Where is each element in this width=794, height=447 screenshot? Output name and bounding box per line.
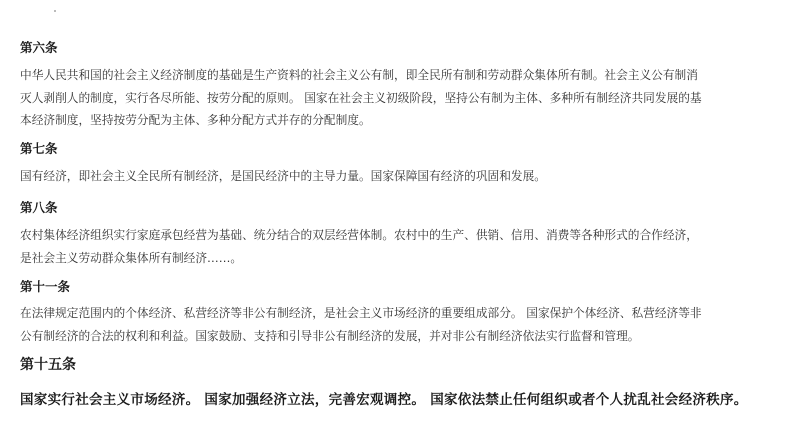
article-11-line-1: 在法律规定范围内的个体经济、私营经济等非公有制经济，是社会主义市场经济的重要组成部分。 国家保护个体经济、私营经济等非 <box>20 306 702 320</box>
article-11-title: 第十一条 <box>20 279 71 294</box>
article-7-line-1: 国有经济，即社会主义全民所有制经济，是国民经济中的主导力量。国家保障国有经济的巩固和发展。 <box>20 169 546 183</box>
article-7-title: 第七条 <box>20 141 58 156</box>
article-11-line-2: 公有制经济的合法的权利和利益。国家鼓励、支持和引导非公有制经济的发展，并对非公有制经济依法实行监督和管理。 <box>20 328 640 343</box>
decorative-dot <box>54 10 56 12</box>
article-8-line-1: 农村集体经济组织实行家庭承包经营为基础、统分结合的双层经营体制。农村中的生产、供销、信用、消费等各种形式的合作经济， <box>20 228 698 242</box>
article-8-line-2: 是社会主义劳动群众集体所有制经济……。 <box>20 250 243 265</box>
article-15-title: 第十五条 <box>20 357 76 373</box>
article-6-title: 第六条 <box>20 40 58 55</box>
article-8-body <box>20 224 790 269</box>
article-11-body <box>20 302 790 347</box>
article-6-line-2: 灭人剥削人的制度，实行各尽所能、按劳分配的原则。 国家在社会主义初级阶段，坚持公有制为主体、多种所有制经济共同发展的基 <box>20 90 702 105</box>
article-15-body: 国家实行社会主义市场经济。 国家加强经济立法，完善宏观调控。 国家依法禁止任何组织或者个人扰乱社会经济秩序。 <box>20 392 748 408</box>
article-6-body <box>20 64 790 132</box>
article-8-title: 第八条 <box>20 200 58 215</box>
article-6-line-3: 本经济制度，坚持按劳分配为主体、多种分配方式并存的分配制度。 <box>20 113 371 127</box>
article-7-body <box>20 165 790 188</box>
article-6-line-1: 中华人民共和国的社会主义经济制度的基础是生产资料的社会主义公有制，即全民所有制和劳动群众集体所有制。社会主义公有制消 <box>20 68 698 82</box>
